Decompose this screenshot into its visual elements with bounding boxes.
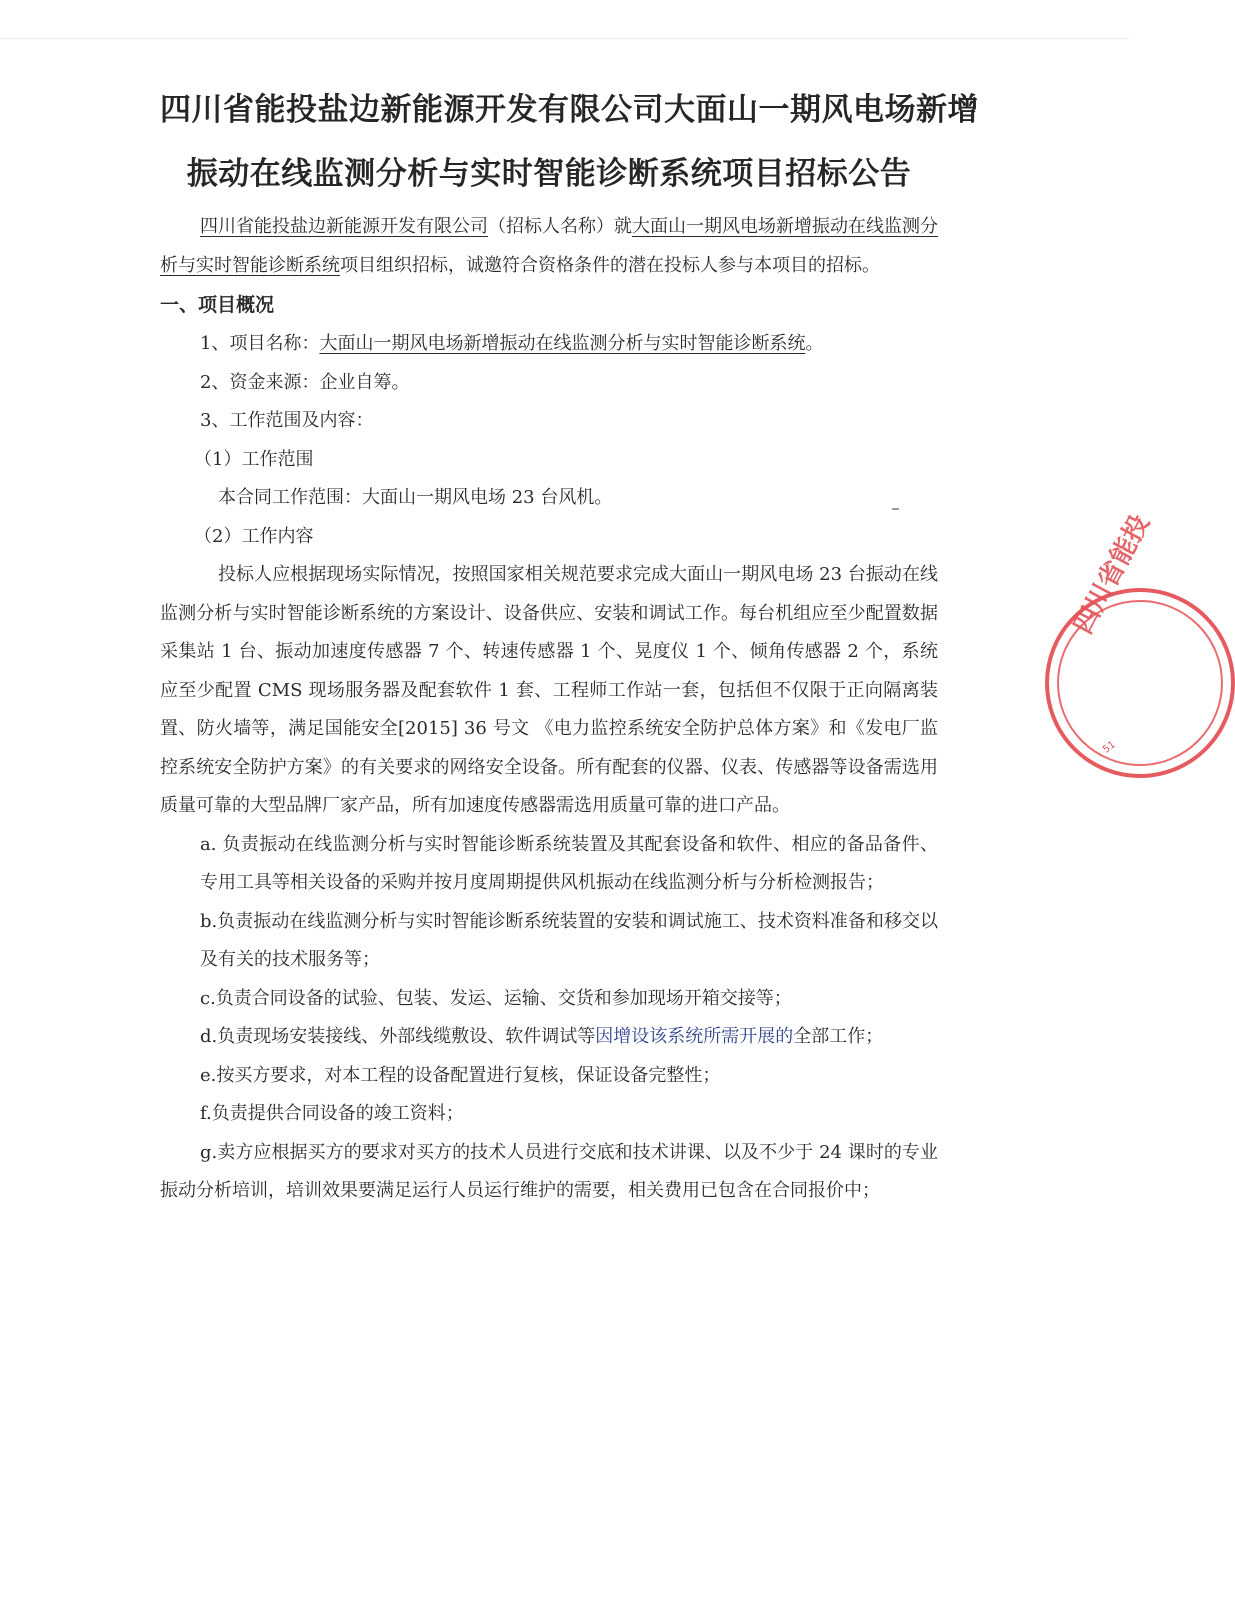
item-project-name-end: 。 xyxy=(805,333,824,354)
intro-rest: 项目组织招标，诚邀符合资格条件的潜在投标人参与本项目的招标。 xyxy=(340,254,880,276)
document-page xyxy=(160,78,979,1211)
list-item-d xyxy=(160,1018,938,1057)
company-seal xyxy=(1045,510,1235,778)
seal-text: 四川省能投 xyxy=(1068,510,1156,639)
item-project-name-label: 1、项目名称： xyxy=(200,333,320,354)
document-title-line-2: 振动在线监测分析与实时智能诊断系统项目招标公告 xyxy=(186,156,912,192)
document-title-line-1: 四川省能投盐边新能源开发有限公司大面山一期风电场新增 xyxy=(160,92,979,128)
scan-mark xyxy=(892,508,899,510)
list-item-g: g.卖方应根据买方的要求对买方的技术人员进行交底和技术讲课、以及不少于 24 课时的专业振动分析培训，培训效果要满足运行人员运行维护的需要，相关费用已包含在合同报价中； xyxy=(160,1141,938,1201)
list-item-a: a. 负责振动在线监测分析与实时智能诊断系统装置及其配套设备和软件、相应的备品备件、专用工具等相关设备的采购并按月度周期提供风机振动在线监测分析与分析检测报告； xyxy=(200,833,938,893)
section-heading-overview: 一、项目概况 xyxy=(160,294,275,316)
item-scope-content: 3、工作范围及内容： xyxy=(200,410,374,431)
list-item-d-post: 全部工作； xyxy=(793,1026,884,1047)
content-heading: （2）工作内容 xyxy=(194,525,314,547)
seal-number: 51 xyxy=(1100,739,1118,756)
item-funding: 2、资金来源：企业自筹。 xyxy=(200,371,410,393)
intro-paragraph xyxy=(160,208,938,285)
intro-project-name: 大面山一期风电场新增振动在线监测分析与实时智能诊断系统 xyxy=(160,216,938,276)
list-item-c: c.负责合同设备的试验、包装、发运、运输、交货和参加现场开箱交接等； xyxy=(200,987,792,1009)
scope-text: 本合同工作范围：大面山一期风电场 23 台风机。 xyxy=(218,487,613,508)
tenderer-name: 四川省能投盐边新能源开发有限公司 xyxy=(200,216,488,237)
content-text: 投标人应根据现场实际情况，按照国家相关规范要求完成大面山一期风电场 23 台振动在线监测分析与实时智能诊断系统的方案设计、设备供应、安装和调试工作。每台机组应至少配置数据采集站 1 台、振动加速度传感器 7 个、转速传感器 1 个、晃度仪 1 个、倾角传感器 2 个，系统应至少配置 CMS 现场服务器及配套软件 1 套、工程师工作站一套，包括但不仅限于正向隔离装置、防火墙等，满足国能安全[2015] 36 号文 《电力监控系统安全防护总体方案》和《发电厂监控系统安全防护方案》的有关要求的网络安全设备。所有配套的仪器、仪表、传感器等设备需选用质量可靠的大型品牌厂家产品，所有加速度传感器需选用质量可靠的进口产品。 xyxy=(160,564,938,816)
list-item-b: b.负责振动在线监测分析与实时智能诊断系统装置的安装和调试施工、技术资料准备和移交以及有关的技术服务等； xyxy=(200,910,938,970)
scope-heading: （1）工作范围 xyxy=(194,448,314,470)
list-item-f: f.负责提供合同设备的竣工资料； xyxy=(200,1103,464,1124)
item-project-name-value: 大面山一期风电场新增振动在线监测分析与实时智能诊断系统 xyxy=(319,333,806,354)
scan-edge-line xyxy=(0,38,1129,39)
list-item-d-highlight: 因增设该系统所需开展的 xyxy=(595,1026,794,1047)
item-project-name xyxy=(160,325,938,364)
tenderer-note: （招标人名称）就 xyxy=(488,216,632,237)
list-item-e: e.按买方要求，对本工程的设备配置进行复核，保证设备完整性； xyxy=(200,1064,721,1086)
list-item-d-pre: d.负责现场安装接线、外部线缆敷设、软件调试等 xyxy=(200,1026,596,1047)
